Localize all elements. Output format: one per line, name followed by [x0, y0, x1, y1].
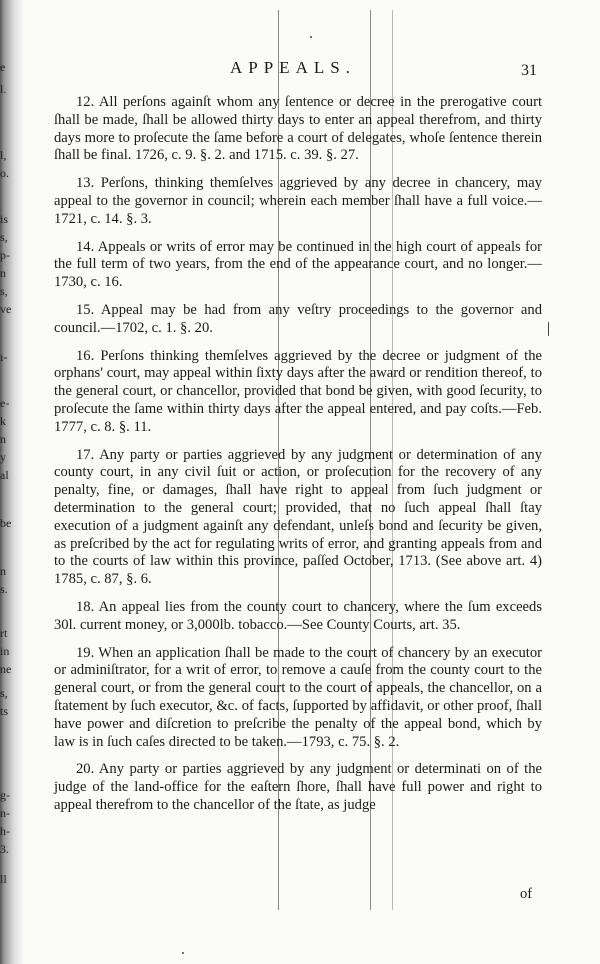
margin-fragment: n	[0, 564, 6, 578]
margin-fragment: g-	[0, 788, 10, 802]
margin-fragment: n	[0, 432, 6, 446]
scan-speck	[548, 322, 549, 336]
paragraph-20: 20. Any party or parties aggrieved by any judgment or determinati on of the judge of the land-office for the eaſtern ſhore, ſhall have full power and right to appeal therefrom to the chancellor of the ſtate, as judge	[54, 761, 542, 813]
scan-speck	[310, 36, 312, 38]
margin-fragment: p-	[0, 248, 10, 262]
margin-fragment: in	[0, 644, 10, 658]
margin-fragment: is	[0, 212, 9, 226]
margin-fragment: be	[0, 516, 12, 530]
margin-fragment: ll	[0, 872, 7, 886]
paragraph-12: 12. All perſons againſt whom any ſentence or decree in the prerogative court ſhall be made, ſhall be allowed thirty days to enter an appeal therefrom, and thirty days more to proſecute the ſame before a court of delegates, whoſe ſentence therein ſhall be final. 1726, c. 9. §. 2. and 1715. c. 39. §. 27.	[54, 94, 542, 164]
margin-fragment: s,	[0, 686, 8, 700]
margin-fragment: l,	[0, 148, 7, 162]
margin-fragment: h-	[0, 824, 10, 838]
margin-fragment: s,	[0, 230, 8, 244]
margin-fragment: s.	[0, 582, 8, 596]
margin-fragment: ts	[0, 704, 9, 718]
catchword: of	[520, 886, 533, 902]
margin-fragment: o.	[0, 166, 9, 180]
margin-fragment: e	[0, 60, 6, 74]
paragraph-14: 14. Appeals or writs of error may be continued in the high court of appeals for the full term of two years, from the end of the appearance court, and no longer.—1730, c. 16.	[54, 238, 542, 291]
page-number: 31	[521, 62, 537, 79]
margin-fragment: ve	[0, 302, 12, 316]
margin-fragment: rt	[0, 626, 8, 640]
margin-fragment: n	[0, 266, 6, 280]
margin-fragment: y	[0, 450, 6, 464]
body-text	[54, 94, 542, 825]
scan-speck	[182, 952, 184, 954]
facing-page-margin-fragments	[0, 60, 18, 920]
margin-fragment: e-	[0, 396, 10, 410]
margin-fragment: s,	[0, 284, 8, 298]
margin-fragment: ı-	[0, 350, 8, 364]
running-head: APPEALS.	[230, 58, 356, 77]
paragraph-18: 18. An appeal lies from the county court to chancery, where the ſum exceeds 30l. current money, or 3,000lb. tobacco.—See County Courts, art. 35.	[54, 598, 542, 633]
margin-fragment: n-	[0, 806, 10, 820]
paragraph-19: 19. When an application ſhall be made to the court of chancery by an executor or adminiſtrator, for a writ of error, to remove a cauſe from the county court to the general court, or from the general court to the court of appeals, the chancellor, on a ſtatement by ſuch executor, &c. of facts, ſupported by affidavit, or other proof, ſhall have power and diſcretion to preſcribe the penalty of the appeal bond, which by law is in ſuch caſes directed to be taken.—1793, c. 75. §. 2.	[54, 644, 542, 750]
paragraph-17: 17. Any party or parties aggrieved by any judgment or determination of any county court, in any civil ſuit or action, or proſecution for the recovery of any penalty, fine, or damages, ſhall have right to appeal from ſuch judgment or determination to the general court; provided, that no ſuch appeal ſhall ſtay execution of a judgment againſt any defendant, unleſs bond and ſecurity be given, as preſcribed by the act for regulating writs of error, and granting appeals from and to the courts of law within this province, paſſed October, 1713. (See above art. 4) 1785, c. 87, §. 6.	[54, 446, 542, 588]
margin-fragment: al	[0, 468, 9, 482]
paragraph-13: 13. Perſons, thinking themſelves aggrieved by any decree in chancery, may appeal to the governor in council; wherein each member ſhall have a full voice.—1721, c. 14. §. 3.	[54, 175, 542, 227]
margin-fragment: l.	[0, 82, 7, 96]
paragraph-15: 15. Appeal may be had from any veſtry proceedings to the governor and council.—1702, c. 1. §. 20.	[54, 301, 542, 336]
margin-fragment: k	[0, 414, 6, 428]
paragraph-16: 16. Perſons thinking themſelves aggrieved by the decree or judgment of the orphans' court, may appeal within ſixty days after the award or rendition thereof, to the general court, or chancellor, provided that bond be given, with good ſecurity, to proſecute the ſame within thirty days after the appeal entered, and pay coſts.—Feb. 1777, c. 8. §. 11.	[54, 347, 542, 435]
margin-fragment: ne	[0, 662, 12, 676]
margin-fragment: 3.	[0, 842, 9, 856]
